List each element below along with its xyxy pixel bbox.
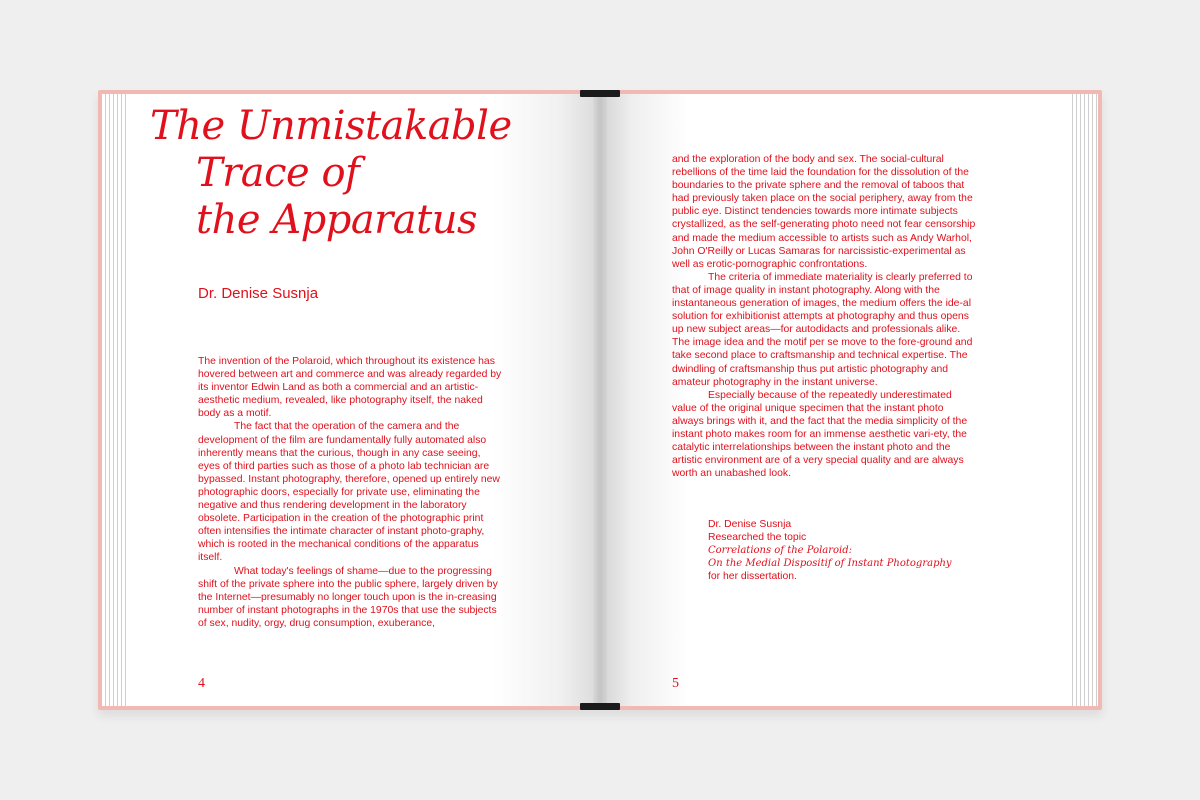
paragraph: The invention of the Polaroid, which throughout its existence has hovered between art and commerce and was already regarded by its inventor Edwin Land as both a commercial and an artistic-aesthetic medium, revealed, like photography itself, the naked body as a motif. (198, 356, 502, 420)
page-number-left: 4 (198, 676, 205, 691)
paragraph: and the exploration of the body and sex. The social-cultural rebellions of the time laid the foundation for the dissolution of the boundaries to the private sphere and the removal of taboos that had previously taken place on the social periphery, away from the public eye. Distinct tendencies towards more intimate subjects crystallized, as the self-generating photo need not fear censorship and made the medium accessible to artists such as Andy Warhol, John O'Reilly or Lucas Samaras for narcissistic-experimental as well as erotic-pornographic confrontations. (672, 154, 976, 270)
page-number-right: 5 (672, 676, 679, 691)
author-bio (708, 518, 968, 583)
paragraph: Especially because of the repeatedly underestimated value of the original unique specimen that the instant photo always brings with it, and the fact that the media simplicity of the instant photo makes room for an immense aesthetic vari-ety, the catalytic interrelationships between the instant photo and the artistic environment are of a very special quality and are always worth an unabashed look. (672, 389, 968, 480)
book-gutter (593, 94, 607, 706)
bio-line: for her dissertation. (708, 571, 797, 583)
author-name: Dr. Denise Susnja (198, 285, 319, 302)
title-line-3: the Apparatus (196, 197, 477, 243)
paragraph: The fact that the operation of the camera and the development of the film are fundamentally fully automated also inherently means that the curious, though in any case seeing, eyes of third parties such as those of a photo lab technician are bypassed. Instant photography, therefore, opened up entirely new photographic doors, especially for private use, eliminating the negative and thus rendering development in the laboratory obsolete. Participation in the creation of the photographic print often intensifies the intimate character of instant photo-graphy, which is rooted in the mechanical conditions of the apparatus itself. (198, 421, 500, 564)
spine-bottom (580, 703, 620, 710)
title-line-1: The Unmistakable (150, 103, 512, 149)
left-body-text (198, 355, 502, 630)
paragraph: The criteria of immediate materiality is clearly preferred to that of image quality in instant photography. Along with the instantaneous generation of images, the medium offers the ide-al solution for exhibitionist attempts at photography and thus opens up new subject areas—for autodidacts and professionals alike. The image idea and the motif per se move to the fore-ground and take second place to craftsmanship and technical expertise. The dwindling of craftsmanship thus put artistic photography and amateur photography in the instant universe. (672, 271, 973, 388)
page-edges-right (1068, 94, 1098, 706)
spine-top (580, 90, 620, 97)
bio-name: Dr. Denise Susnja (708, 519, 792, 530)
right-body-text (672, 153, 976, 480)
bio-topic: On the Medial Dispositif of Instant Photography (708, 558, 952, 570)
title-line-2: Trace of (196, 150, 360, 196)
article-title (150, 103, 512, 244)
paragraph: What today's feelings of shame—due to the progressing shift of the private sphere into the public sphere, largely driven by the Internet—presumably no longer touch upon is the in-creasing number of instant photographs in the 1970s that use the subjects of sex, nudity, orgy, drug consumption, exuberance, (198, 565, 498, 629)
bio-topic: Correlations of the Polaroid: (708, 545, 853, 557)
bio-line: Researched the topic (708, 532, 807, 544)
